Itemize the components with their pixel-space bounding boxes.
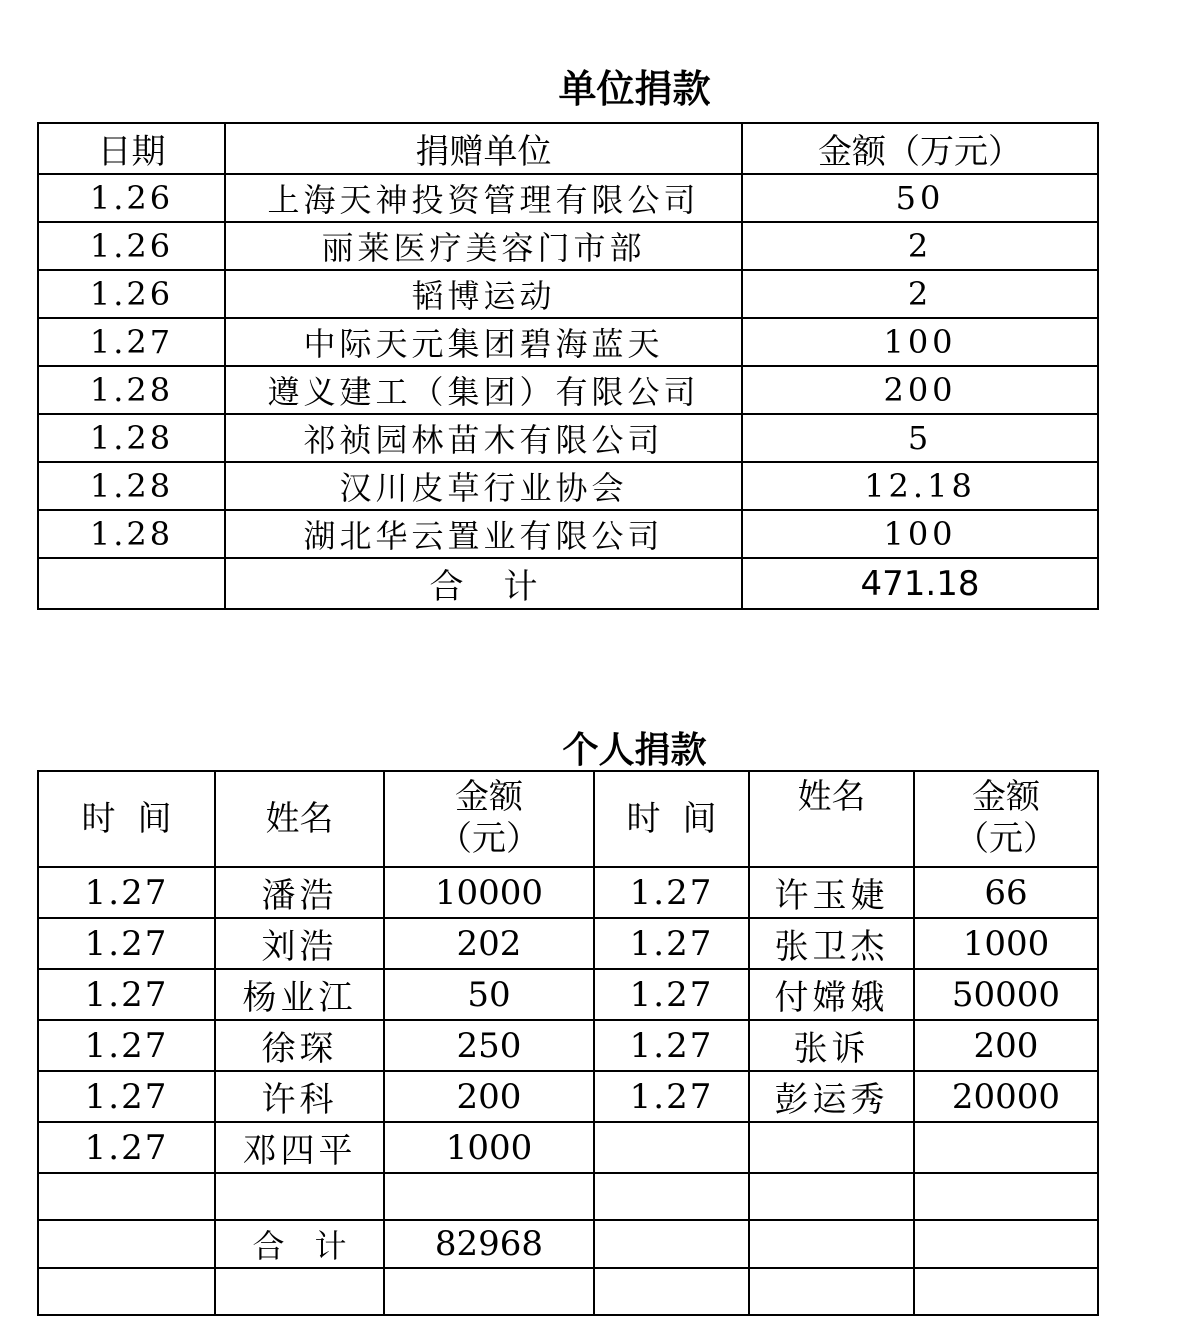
empty-row xyxy=(38,1173,1098,1220)
left-name: 杨业江 xyxy=(215,969,384,1020)
empty-cell xyxy=(594,1122,749,1173)
row-organization: 韬博运动 xyxy=(225,270,742,318)
row-amount: 50 xyxy=(742,174,1098,222)
left-name: 许科 xyxy=(215,1071,384,1122)
table-row xyxy=(38,174,1098,222)
right-name: 彭运秀 xyxy=(749,1071,914,1122)
header-name: 姓名 xyxy=(749,771,914,867)
empty-cell xyxy=(594,1268,749,1315)
personal-donation-table xyxy=(37,770,1099,1316)
empty-cell xyxy=(749,1122,914,1173)
row-amount: 5 xyxy=(742,414,1098,462)
left-date: 1.27 xyxy=(38,969,215,1020)
table-row xyxy=(38,366,1098,414)
row-date: 1.27 xyxy=(38,318,225,366)
empty-cell xyxy=(749,1268,914,1315)
left-name: 刘浩 xyxy=(215,918,384,969)
table-row xyxy=(38,918,1098,969)
row-amount: 2 xyxy=(742,222,1098,270)
total-value: 82968 xyxy=(384,1220,594,1268)
personal-donation-title: 个人捐款 xyxy=(562,730,707,771)
left-date: 1.27 xyxy=(38,1122,215,1173)
empty-cell xyxy=(594,1173,749,1220)
row-organization: 中际天元集团碧海蓝天 xyxy=(225,318,742,366)
right-date: 1.27 xyxy=(594,1071,749,1122)
empty-cell xyxy=(594,1220,749,1268)
header-time: 时间 xyxy=(594,771,749,867)
right-date: 1.27 xyxy=(594,1020,749,1071)
header-date: 日期 xyxy=(38,123,225,174)
row-amount: 100 xyxy=(742,318,1098,366)
row-amount: 2 xyxy=(742,270,1098,318)
empty-cell xyxy=(914,1268,1098,1315)
empty-cell xyxy=(914,1122,1098,1173)
right-amount: 50000 xyxy=(914,969,1098,1020)
unit-donation-title: 单位捐款 xyxy=(558,67,711,111)
empty-row xyxy=(38,1268,1098,1315)
left-amount: 1000 xyxy=(384,1122,594,1173)
header-time: 时间 xyxy=(38,771,215,867)
empty-cell xyxy=(38,1268,215,1315)
table-row xyxy=(38,318,1098,366)
header-amount-line2: （元） xyxy=(438,819,540,859)
left-name: 邓四平 xyxy=(215,1122,384,1173)
header-amount xyxy=(384,771,594,867)
row-organization: 遵义建工（集团）有限公司 xyxy=(225,366,742,414)
table-row xyxy=(38,270,1098,318)
row-date: 1.26 xyxy=(38,270,225,318)
header-organization: 捐赠单位 xyxy=(225,123,742,174)
right-amount: 200 xyxy=(914,1020,1098,1071)
right-amount: 66 xyxy=(914,867,1098,918)
row-organization: 祁祯园林苗木有限公司 xyxy=(225,414,742,462)
row-organization: 汉川皮草行业协会 xyxy=(225,462,742,510)
empty-cell xyxy=(215,1268,384,1315)
right-amount: 20000 xyxy=(914,1071,1098,1122)
empty-cell xyxy=(38,1220,215,1268)
header-amount-line2: （元） xyxy=(955,819,1057,859)
total-row xyxy=(38,1220,1098,1268)
table-header-row xyxy=(38,771,1098,867)
right-name: 许玉婕 xyxy=(749,867,914,918)
table-row xyxy=(38,462,1098,510)
right-name: 张诉 xyxy=(749,1020,914,1071)
left-date: 1.27 xyxy=(38,1071,215,1122)
row-date: 1.26 xyxy=(38,222,225,270)
header-amount-line1: 金额 xyxy=(972,777,1040,817)
empty-cell xyxy=(749,1173,914,1220)
row-date: 1.28 xyxy=(38,510,225,558)
right-date: 1.27 xyxy=(594,969,749,1020)
header-amount: 金额（万元） xyxy=(742,123,1098,174)
empty-cell xyxy=(914,1220,1098,1268)
table-row xyxy=(38,1071,1098,1122)
left-date: 1.27 xyxy=(38,1020,215,1071)
row-organization: 上海天神投资管理有限公司 xyxy=(225,174,742,222)
left-amount: 250 xyxy=(384,1020,594,1071)
left-date: 1.27 xyxy=(38,867,215,918)
table-row xyxy=(38,510,1098,558)
row-date: 1.28 xyxy=(38,414,225,462)
row-amount: 200 xyxy=(742,366,1098,414)
right-name: 付嫦娥 xyxy=(749,969,914,1020)
table-row xyxy=(38,222,1098,270)
empty-cell xyxy=(215,1173,384,1220)
right-amount: 1000 xyxy=(914,918,1098,969)
total-label: 合计 xyxy=(215,1220,384,1268)
row-date: 1.26 xyxy=(38,174,225,222)
total-row xyxy=(38,558,1098,609)
left-amount: 200 xyxy=(384,1071,594,1122)
header-name: 姓名 xyxy=(215,771,384,867)
row-organization: 湖北华云置业有限公司 xyxy=(225,510,742,558)
total-label: 合计 xyxy=(225,558,742,609)
right-date: 1.27 xyxy=(594,918,749,969)
row-amount: 12.18 xyxy=(742,462,1098,510)
empty-cell xyxy=(384,1268,594,1315)
row-date: 1.28 xyxy=(38,366,225,414)
table-row xyxy=(38,867,1098,918)
left-name: 潘浩 xyxy=(215,867,384,918)
total-value: 471.18 xyxy=(742,558,1098,609)
row-amount: 100 xyxy=(742,510,1098,558)
unit-donation-table xyxy=(37,122,1099,610)
empty-cell xyxy=(749,1220,914,1268)
row-date: 1.28 xyxy=(38,462,225,510)
right-name: 张卫杰 xyxy=(749,918,914,969)
empty-cell xyxy=(38,1173,215,1220)
empty-cell xyxy=(384,1173,594,1220)
row-organization: 丽莱医疗美容门市部 xyxy=(225,222,742,270)
table-row xyxy=(38,414,1098,462)
left-amount: 50 xyxy=(384,969,594,1020)
table-header-row xyxy=(38,123,1098,174)
empty-cell xyxy=(914,1173,1098,1220)
table-row xyxy=(38,1122,1098,1173)
table-row xyxy=(38,1020,1098,1071)
left-date: 1.27 xyxy=(38,918,215,969)
table-row xyxy=(38,969,1098,1020)
left-amount: 202 xyxy=(384,918,594,969)
right-date: 1.27 xyxy=(594,867,749,918)
header-amount-line1: 金额 xyxy=(455,777,523,817)
header-amount xyxy=(914,771,1098,867)
left-amount: 10000 xyxy=(384,867,594,918)
total-empty-cell xyxy=(38,558,225,609)
left-name: 徐琛 xyxy=(215,1020,384,1071)
